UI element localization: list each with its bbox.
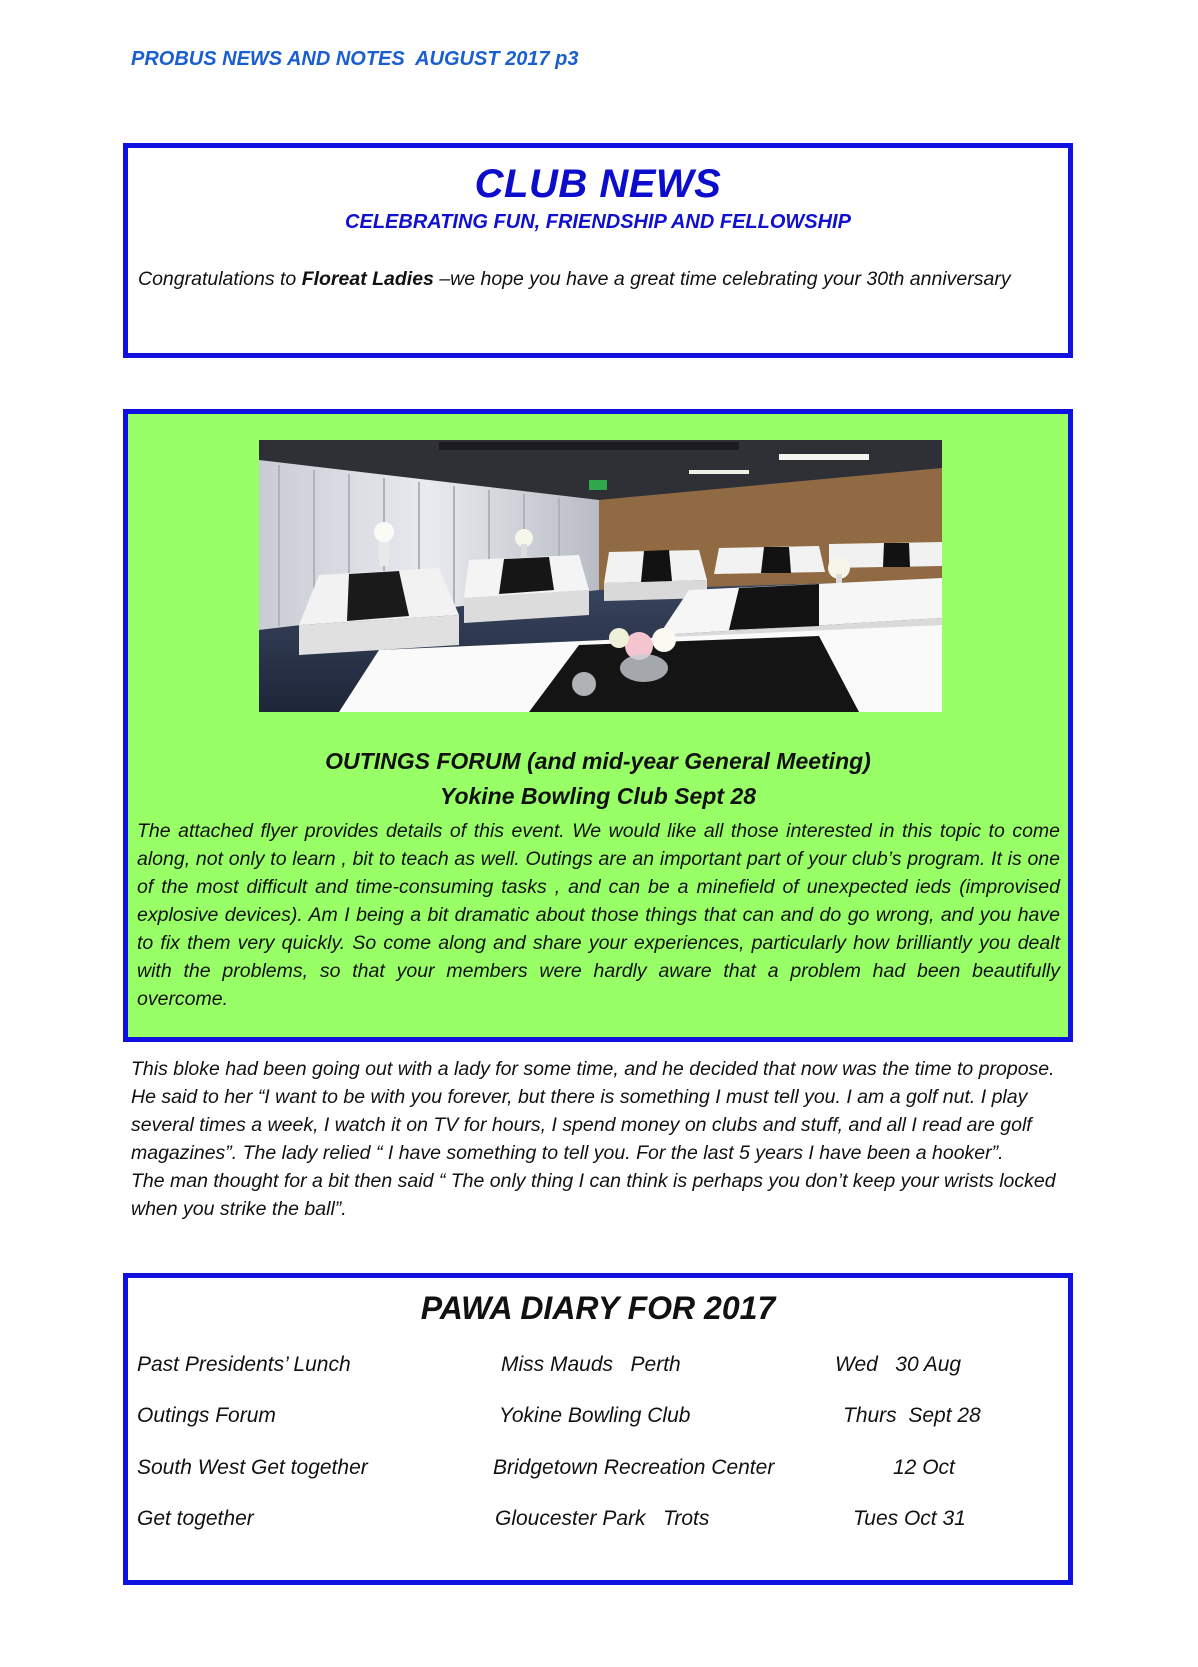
diary-venue: Yokine Bowling Club	[499, 1404, 691, 1427]
diary-venue: Bridgetown Recreation Center	[493, 1456, 775, 1479]
diary-event: Past Presidents’ Lunch	[137, 1353, 351, 1376]
joke-paragraph-1: This bloke had been going out with a lady for some time, and he decided that now was the time to propose. He said to her “I want to be with you forever, but there is something I must tell you. I am a golf nut. I play several times a week, I watch it on TV for hours, I spend money on clubs and stuff, and all I read are golf magazines”. The lady relied “ I have something to tell you. For the last 5 years I have been a hooker”.	[131, 1058, 1055, 1164]
club-news-subtitle: CELEBRATING FUN, FRIENDSHIP AND FELLOWSHIP	[345, 211, 851, 233]
function-room-illustration	[259, 440, 942, 712]
golf-joke	[131, 1055, 1061, 1223]
outings-forum-body: The attached flyer provides details of this event. We would like all those interested in this topic to come along, not only to learn , bit to teach as well. Outings are an important part of your club’s program. It is one of the most difficult and time-consuming tasks , and can be a minefield of unexpected ieds (improvised explosive devices). Am I being a bit dramatic about those things that can and do go wrong, and you have to fix them very quickly. So come along and share your experiences, particularly how brilliantly you dealt with the problems, so that your members were hardly aware that a problem had been beautifully overcome.	[137, 820, 1060, 1010]
club-news-box	[123, 143, 1073, 358]
diary-event: Get together	[137, 1507, 254, 1530]
diary-date: 12 Oct	[893, 1456, 955, 1479]
diary-venue: Gloucester Park Trots	[495, 1507, 710, 1530]
page-header: PROBUS NEWS AND NOTES AUGUST 2017 p3	[131, 48, 579, 70]
diary-venue: Miss Mauds Perth	[501, 1353, 681, 1376]
joke-paragraph-2: The man thought for a bit then said “ The only thing I can think is perhaps you don’t keep your wrists locked when you strike the ball”.	[131, 1170, 1056, 1220]
congratulations-text	[138, 264, 1054, 294]
diary-date: Tues Oct 31	[853, 1507, 966, 1530]
congrats-suffix: –we hope you have a great time celebrating your 30th anniversary	[433, 268, 1011, 290]
congrats-prefix: Congratulations to	[138, 268, 302, 290]
diary-row	[137, 1456, 1067, 1486]
diary-event: South West Get together	[137, 1456, 368, 1479]
pawa-diary-box	[123, 1273, 1073, 1585]
diary-row	[137, 1404, 1067, 1434]
diary-row	[137, 1507, 1067, 1537]
diary-date: Wed 30 Aug	[835, 1353, 962, 1376]
outings-forum-venue-date: Yokine Bowling Club Sept 28	[439, 783, 757, 809]
outings-forum-title: OUTINGS FORUM (and mid-year General Meeting)	[325, 748, 871, 774]
diary-title: PAWA DIARY FOR 2017	[420, 1290, 776, 1326]
congrats-club-name: Floreat Ladies	[301, 268, 434, 290]
function-room-photo	[259, 440, 942, 712]
diary-event: Outings Forum	[137, 1404, 276, 1427]
diary-row	[137, 1353, 1067, 1383]
outings-forum-box	[123, 409, 1073, 1042]
club-news-title: CLUB NEWS	[474, 162, 722, 206]
diary-date: Thurs Sept 28	[843, 1404, 981, 1427]
